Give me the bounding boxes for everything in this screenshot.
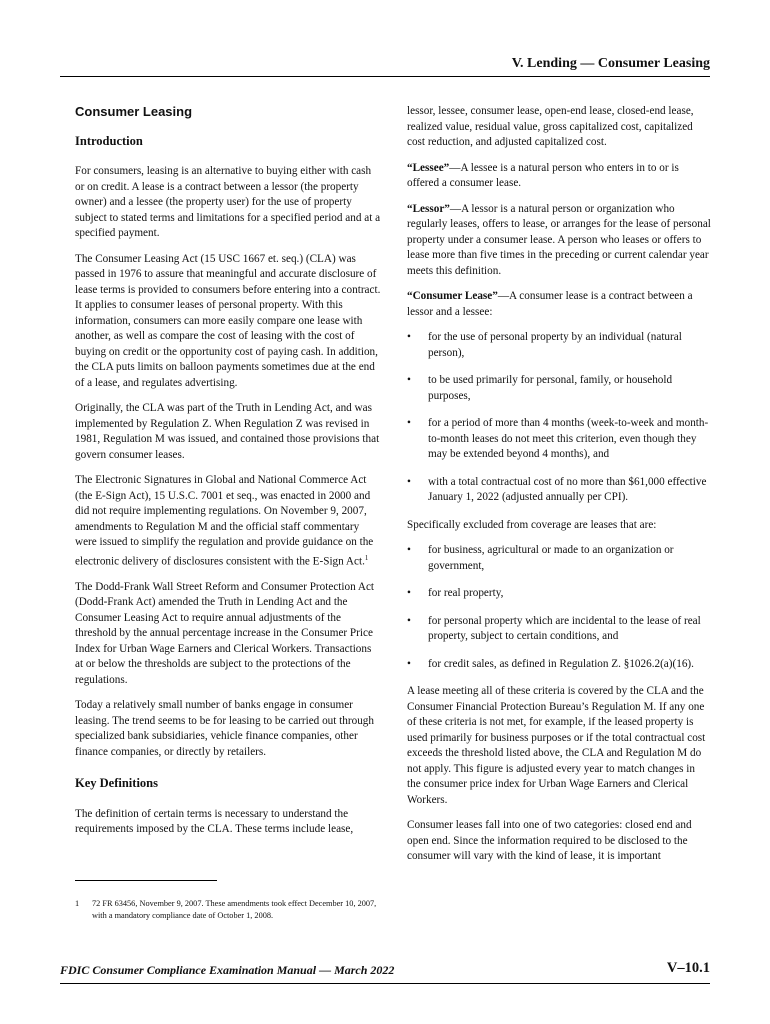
- intro-paragraph-1: For consumers, leasing is an alternative to buying either with cash or on credit. A lease is a contract between a lessor (the property owner) and a lessee (the property user) for the use of property subject to stated terms and limitations for a specified period and at a specified payment.: [75, 165, 381, 239]
- coverage-paragraph: A lease meeting all of these criteria is covered by the CLA and the Consumer Financial Protection Bureau’s Regulation M. If any one of these criteria is not met, for example, if the leased property is used primarily for business purposes or if the total contractual cost exceeds the threshold listed above, the CLA and Regulation M do not apply. This figure is adjusted every year to match changes in the consumer price index for Urban Wage Earners and Clerical Workers.: [407, 685, 706, 806]
- list-item-text: for business, agricultural or made to an organization or government,: [428, 544, 674, 572]
- bullet-icon: •: [407, 544, 411, 556]
- footer-page-number: V–10.1: [666, 960, 710, 976]
- esign-paragraph-text: The Electronic Signatures in Global and National Commerce Act (the E-Sign Act), 15 U.S.C. 7001 et seq., was enacted in 2000 and did not require implementing regulations. On November 9, 2007, amendments to Regulation M and the official staff commentary were issued to simplify the regulation and provide guidance on the electronic delivery of disclosures consistent with the E-Sign Act.: [75, 474, 374, 568]
- footnote: [75, 898, 381, 922]
- excluded-list: [407, 543, 711, 672]
- list-item-text: for real property,: [428, 587, 504, 599]
- section-title: Consumer Leasing: [75, 104, 193, 119]
- list-item: [407, 373, 711, 404]
- footer-manual-title: FDIC Consumer Compliance Examination Manual — March 2022: [60, 963, 395, 977]
- bullet-icon: •: [407, 614, 411, 627]
- lessor-text: —A lessor is a natural person or organization who regularly leases, offers to lease, or arranges for the lease of personal property under a consumer lease. A person who leases or offers to lease more than five times in the preceding or current calendar year meets this definition.: [407, 202, 711, 277]
- list-item: [407, 586, 711, 602]
- bullet-icon: •: [407, 657, 411, 670]
- intro-paragraph-4: [75, 473, 381, 570]
- lessor-definition: [407, 202, 711, 280]
- list-item: [407, 614, 711, 645]
- key-definitions-intro: The definition of certain terms is necessary to understand the requirements imposed by the CLA. These terms include lease,: [75, 807, 354, 836]
- running-header-title: V. Lending — Consumer Leasing: [511, 56, 710, 71]
- lessee-text: —A lessee is a natural person who enters in to or is offered a consumer lease.: [407, 161, 679, 189]
- list-item-text: for credit sales, as defined in Regulation Z. §1026.2(a)(16).: [428, 657, 694, 670]
- footnote-rule: [75, 880, 217, 881]
- key-definitions-heading: Key Definitions: [75, 776, 158, 791]
- header-rule: [60, 76, 710, 77]
- definitions-continuation: lessor, lessee, consumer lease, open-end lease, closed-end lease, realized value, residual value, gross capitalized cost, capitalized cost reduction, and adjusted capitalized cost.: [407, 105, 694, 148]
- bullet-icon: •: [407, 417, 411, 429]
- right-column: [407, 104, 711, 875]
- intro-paragraph-5: The Dodd-Frank Wall Street Reform and Consumer Protection Act (Dodd-Frank Act) amended the Truth in Lending Act and the Consumer Leasing Act to require annual adjustments of the threshold by the annual percentage increase in the Consumer Price Index for Urban Wage Earners and Clerical Workers. Transactions at or below the thresholds are subject to the protections of the regulations.: [75, 580, 375, 686]
- lease-criteria-list: [407, 330, 711, 506]
- lessee-term: “Lessee”: [407, 161, 450, 174]
- bullet-icon: •: [407, 475, 411, 488]
- introduction-heading: Introduction: [75, 133, 143, 148]
- intro-paragraph-2: The Consumer Leasing Act (15 USC 1667 et. seq.) (CLA) was passed in 1976 to assure that meaningful and accurate disclosure of lease terms is provided to consumers before entering into a contract. It applies to consumer leases of personal property. With this information, consumers can more easily compare one lease with another, as well as compare the cost of leasing with the cost of buying on credit or the opportunity cost of paying cash. In addition, the CLA puts limits on balloon payments sometimes due at the end of a lease, and regulates advertising.: [75, 252, 381, 389]
- bullet-icon: •: [407, 331, 411, 343]
- consumer-lease-text: —A consumer lease is a contract between a lessor and a lessee:: [407, 290, 693, 318]
- footnote-text: 72 FR 63456, November 9, 2007. These amendments took effect December 10, 2007, with a mandatory compliance date of October 1, 2008.: [92, 899, 377, 920]
- list-item-text: with a total contractual cost of no more than $61,000 effective January 1, 2022 (adjusted annually per CPI).: [428, 475, 707, 503]
- list-item-text: for a period of more than 4 months (week-to-week and month-to-month leases do not meet this criterion, even though they may be extended beyond 4 months), and: [428, 417, 709, 460]
- intro-paragraph-3: Originally, the CLA was part of the Truth in Lending Act, and was implemented by Regulation Z. When Regulation Z was revised in 1981, Regulation M was issued, and contained those provisions that govern consumer leases.: [75, 402, 380, 461]
- intro-paragraph-6: Today a relatively small number of banks engage in consumer leasing. The trend seems to be for leasing to be carried out through specialized bank subsidiaries, vehicle finance companies, other finance companies, or directly by retailers.: [75, 699, 374, 758]
- footer-rule: [60, 983, 710, 984]
- list-item: [407, 543, 711, 574]
- footnote-number: 1: [75, 899, 80, 908]
- left-column: [75, 104, 381, 848]
- list-item: [407, 657, 711, 673]
- bullet-icon: •: [407, 374, 411, 386]
- final-paragraph: Consumer leases fall into one of two categories: closed end and open end. Since the information required to be disclosed to the consumer will vary with the kind of lease, it is important: [407, 819, 692, 862]
- lessor-term: “Lessor”: [407, 202, 450, 215]
- list-item-text: for the use of personal property by an individual (natural person),: [428, 331, 682, 359]
- list-item: [407, 475, 711, 506]
- consumer-lease-definition: [407, 289, 711, 320]
- excluded-intro: Specifically excluded from coverage are leases that are:: [407, 518, 657, 531]
- lessee-definition: [407, 161, 711, 192]
- list-item-text: for personal property which are incidental to the lease of real property, subject to certain conditions, and: [428, 614, 701, 642]
- list-item: [407, 416, 711, 463]
- list-item: [407, 330, 711, 361]
- bullet-icon: •: [407, 587, 411, 599]
- footnote-reference[interactable]: 1: [364, 553, 369, 562]
- list-item-text: to be used primarily for personal, family, or household purposes,: [428, 374, 673, 402]
- consumer-lease-term: “Consumer Lease”: [407, 290, 498, 302]
